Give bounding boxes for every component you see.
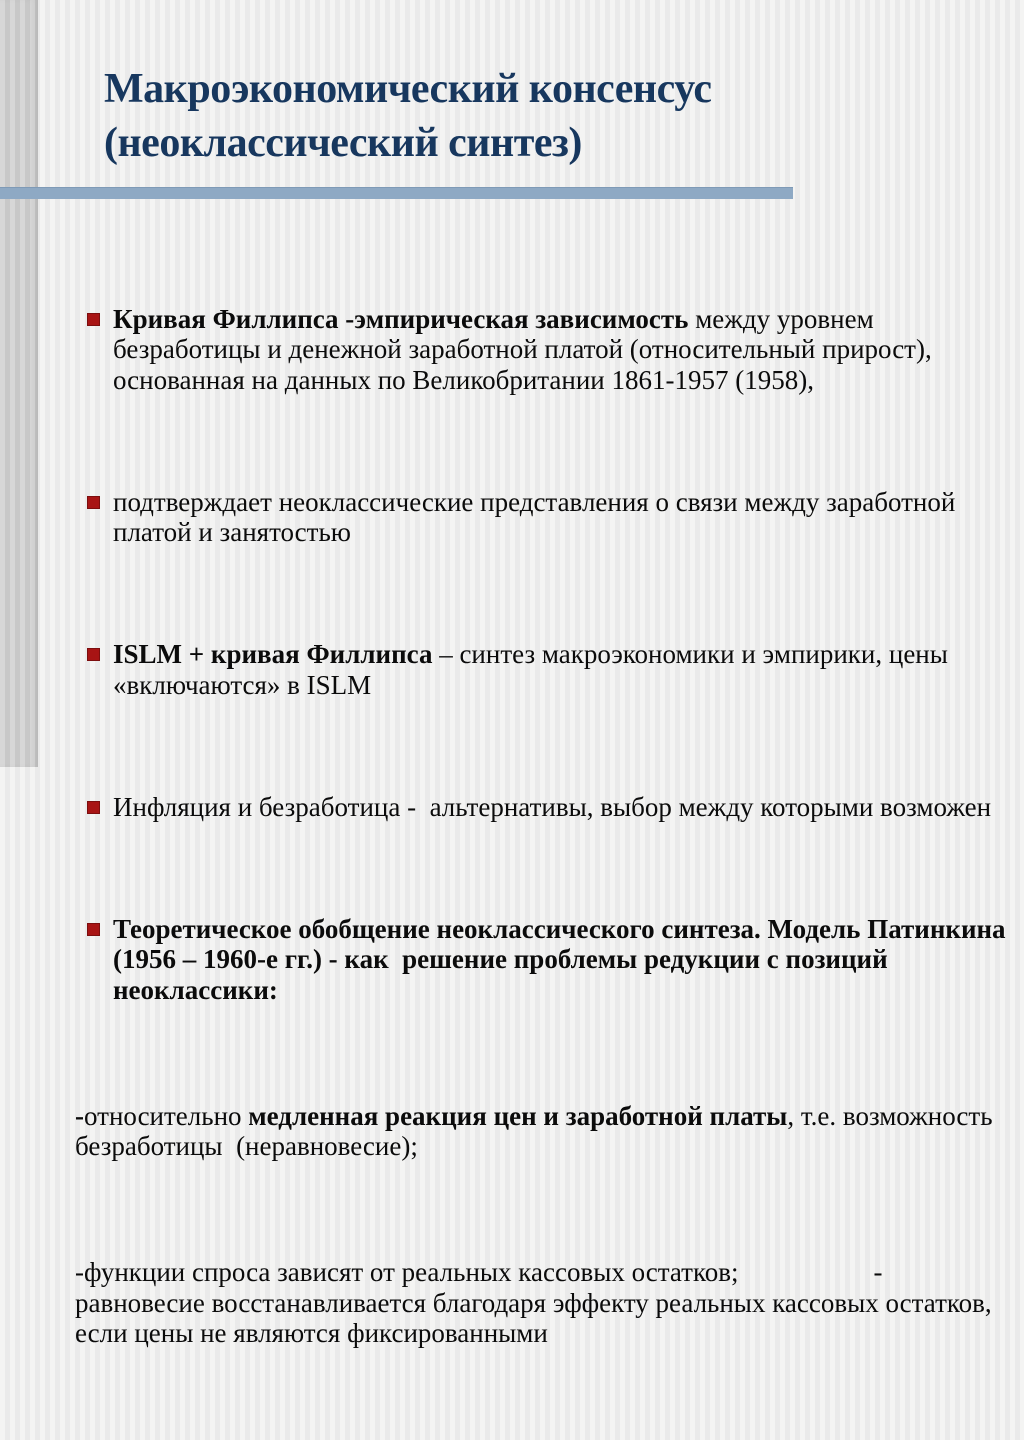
bullet-text xyxy=(113,913,1013,1006)
bullet-item-islm-synthesis xyxy=(87,639,1008,700)
paragraph-regular-run: -функции спроса зависят от реальных кассовых остатков; - равновесие восстанавливается благодаря эффекту реальных кассовых остатков, если цены не являются фиксированными xyxy=(75,1257,1006,1348)
bullet-regular-run: между уровнем безработицы и денежной заработной платой (относительный прирост), основанная на данных по Великобритании 1861-1957 (1958), xyxy=(113,303,939,395)
bullet-bold-run: ISLM + кривая Филлипса xyxy=(113,639,433,669)
slide-body xyxy=(75,212,1013,1440)
bullet-item-inflation-unemployment xyxy=(87,792,1008,823)
bullet-square-icon xyxy=(87,313,100,326)
bullet-regular-run: – синтез макроэкономики и эмпирики, цены «включаются» в ISLM xyxy=(113,639,955,700)
bullet-square-icon xyxy=(87,496,100,509)
bullet-square-icon xyxy=(87,648,100,661)
bullet-regular-run: Инфляция и безработица - альтернативы, выбор между которыми возможен xyxy=(113,791,992,822)
bullet-text xyxy=(113,304,1008,396)
paragraph-regular-run: относительно xyxy=(84,1100,249,1131)
title-divider xyxy=(0,187,793,199)
paragraph-regular-run: , т.е. возможность безработицы (неравновесие); xyxy=(75,1100,1007,1161)
bullet-item-phillips-curve xyxy=(87,304,1008,396)
paragraph-price-reaction xyxy=(75,1101,1008,1162)
bullet-bold-run: Теоретическое обобщение неоклассического синтеза. Модель Патинкина (1956 – 1960-е гг.) - как решение проблемы редукции с позиций неоклассики: xyxy=(113,913,1013,1005)
paragraph-real-balances xyxy=(75,1257,1008,1349)
left-stripe-band xyxy=(0,0,38,767)
bullet-text xyxy=(113,487,1008,548)
bullet-square-icon xyxy=(87,923,100,936)
bullet-item-neoclassical-link xyxy=(87,487,1008,548)
bullet-item-patinkin-model xyxy=(87,913,1013,1006)
paragraph-bold-run: - xyxy=(75,1100,84,1131)
slide-title: Макроэкономический консенсус (неоклассический синтез) xyxy=(104,66,712,166)
bullet-regular-run: подтверждает неоклассические представления о связи между заработной платой и занятостью xyxy=(113,486,963,547)
bullet-bold-run: Кривая Филлипса -эмпирическая зависимость xyxy=(113,303,689,334)
paragraph-bold-run: медленная реакция цен и заработной платы xyxy=(248,1100,788,1131)
bullet-text xyxy=(113,792,1008,823)
bullet-square-icon xyxy=(87,801,100,814)
bullet-text xyxy=(113,639,1008,700)
